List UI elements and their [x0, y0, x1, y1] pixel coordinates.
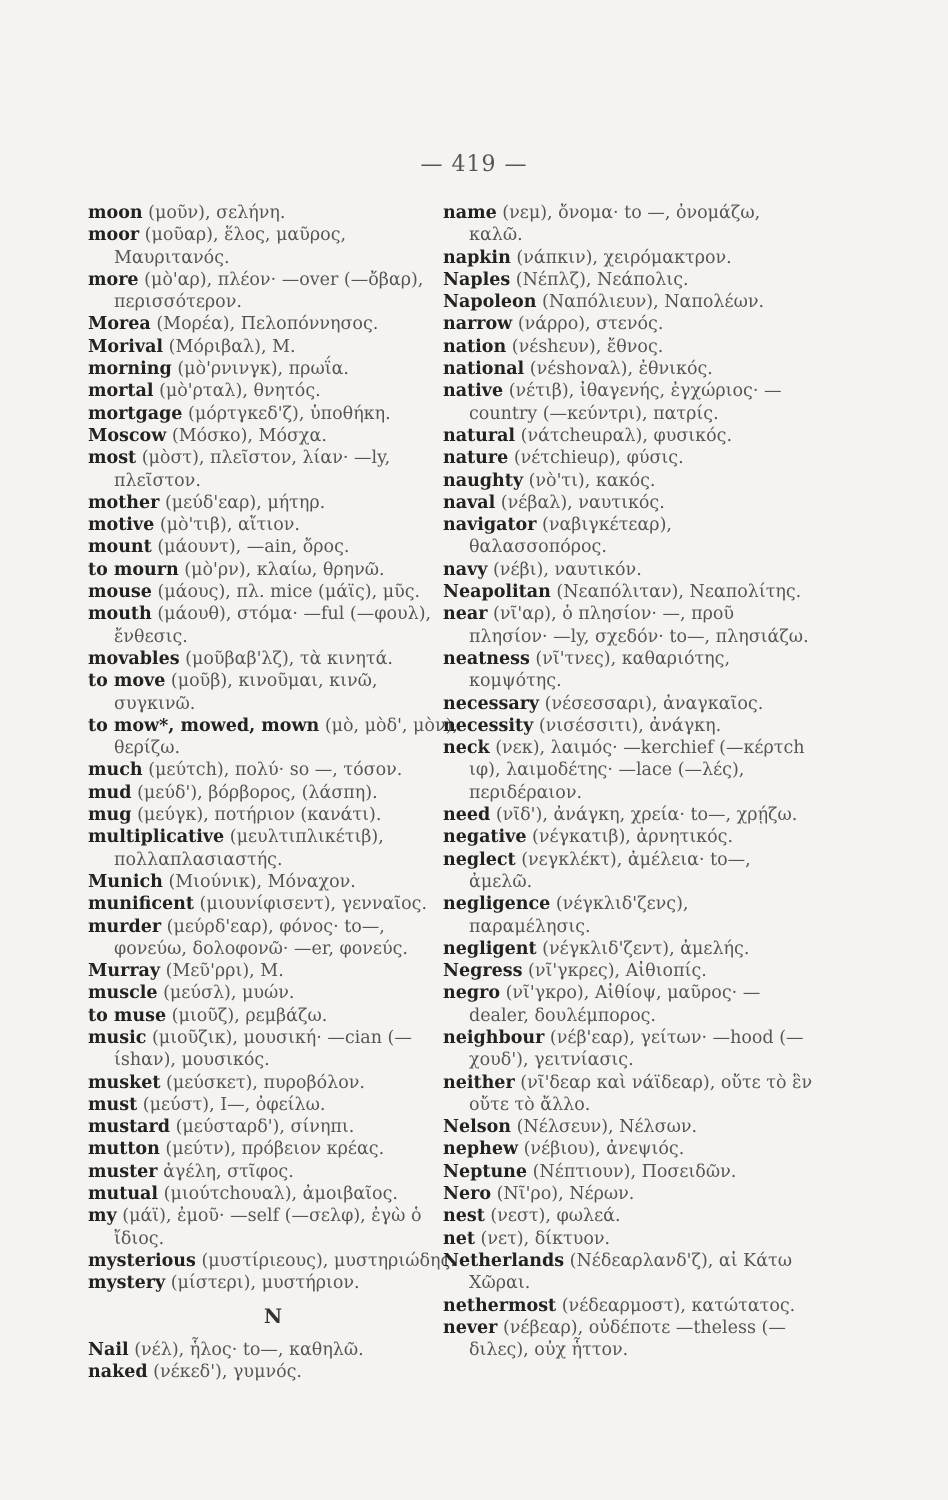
headword: mug: [88, 805, 132, 826]
definition: (νεγκλέκτ), ἀμέλεια· to—, ἀμελῶ.: [469, 849, 751, 892]
dictionary-entry: [88, 1005, 458, 1027]
headword: more: [88, 269, 139, 290]
definition: (νῖ'γκρο), Αἰθίοψ, μαῦρος· — dealer, δουλέμπορος.: [469, 983, 761, 1026]
headword: mortgage: [88, 403, 183, 424]
definition: (μεύγκ), ποτήριον (κανάτι).: [137, 805, 382, 826]
definition: (νῖ'δεαρ καὶ νάϊδεαρ), οὔτε τὸ ἓν οὔτε τὸ ἄλλο.: [469, 1072, 813, 1115]
dictionary-entry: [88, 1272, 458, 1294]
dictionary-entry: [443, 1138, 815, 1160]
definition: (Μόσκο), Μόσχα.: [171, 425, 327, 446]
headword: motive: [88, 515, 155, 536]
definition: (νεμ), ὄνομα· to —, ὀνομάζω, καλῶ.: [469, 203, 761, 246]
definition: (μιουνίφισεντ), γενναῖος.: [199, 894, 428, 915]
dictionary-entry: [88, 916, 458, 961]
definition: (μευλτιπλικέτιβ), πολλαπλασιαστής.: [114, 827, 384, 870]
dictionary-entry: [443, 470, 815, 492]
dictionary-entry: [443, 603, 815, 648]
headword: muster: [88, 1161, 158, 1182]
headword: Munich: [88, 871, 163, 892]
definition: (μεύτν), πρόβειον κρέας.: [165, 1139, 385, 1160]
dictionary-entry: [443, 269, 815, 291]
dictionary-entry: [88, 425, 458, 447]
dictionary-entry: [443, 804, 815, 826]
definition: (μιοῦζ), ρεμβάζω.: [171, 1005, 328, 1026]
headword: never: [443, 1317, 498, 1338]
headword: nation: [443, 336, 507, 357]
headword: mouth: [88, 604, 152, 625]
dictionary-entry: [443, 982, 815, 1027]
headword: navy: [443, 559, 488, 580]
definition: (νάτcheuραλ), φυσικός.: [520, 425, 733, 446]
definition: (Μιούνικ), Μόναχον.: [168, 871, 356, 892]
definition: (νῖ'τνες), καθαριότης, κομψότης.: [469, 648, 731, 692]
dictionary-entry: [88, 960, 458, 982]
definition: (μεύδ'), βόρβορος, (λάσπη).: [137, 782, 378, 803]
dictionary-entry: [443, 247, 815, 269]
definition: (νέβ'εαρ), γείτων· —hood (—χουδ'), γειτνίασις.: [469, 1027, 804, 1071]
dictionary-entry: [443, 960, 815, 982]
definition: (μιοῦζικ), μουσική· —cian (—ίshαν), μουσικός.: [114, 1027, 412, 1071]
headword: moon: [88, 203, 143, 223]
dictionary-entry: [88, 648, 458, 670]
dictionary-entry: [88, 514, 458, 536]
headword: mustard: [88, 1117, 170, 1138]
headword: necessary: [443, 693, 540, 714]
definition: (νέβι), ναυτικόν.: [492, 559, 642, 580]
headword: multiplicative: [88, 827, 225, 848]
headword: need: [443, 805, 491, 826]
dictionary-entry: [88, 1361, 458, 1383]
definition: (μοῦν), σελήνη.: [148, 203, 286, 223]
headword: movables: [88, 648, 180, 669]
dictionary-entry: [443, 1161, 815, 1183]
headword: native: [443, 381, 504, 402]
dictionary-entry: [88, 492, 458, 514]
dictionary-entry: [88, 358, 458, 380]
dictionary-entry: [88, 1138, 458, 1160]
definition: (νετ), δίκτυον.: [480, 1228, 611, 1249]
dictionary-entry: [443, 514, 815, 559]
definition: (μεύσκετ), πυροβόλον.: [166, 1072, 365, 1093]
dictionary-entry: [443, 1205, 815, 1227]
dictionary-entry: [88, 536, 458, 558]
dictionary-entry: [443, 938, 815, 960]
dictionary-entry: [88, 336, 458, 358]
definition: (μόρτγκεδ'ζ), ὑποθήκη.: [188, 403, 391, 424]
definition: (νέλ), ἧλος· to—, καθηλῶ.: [134, 1339, 364, 1360]
headword: Neapolitan: [443, 582, 551, 603]
headword: mutton: [88, 1139, 160, 1160]
headword: neighbour: [443, 1027, 545, 1048]
left-column: [88, 202, 458, 1383]
dictionary-entry: [88, 1183, 458, 1205]
definition: (νῖ'γκρες), Αἰθιοπίς.: [528, 961, 707, 982]
headword: nephew: [443, 1139, 519, 1160]
definition: (μεύρδ'εαρ), φόνος· to—, φονεύω, δολοφονῶ· —er, φονεύς.: [114, 916, 408, 959]
dictionary-entry: [443, 693, 815, 715]
dictionary-entry: [443, 1250, 815, 1295]
headword: must: [88, 1094, 138, 1115]
headword: negro: [443, 983, 500, 1004]
definition: (Ναπόλιευν), Ναπολέων.: [542, 292, 765, 313]
definition: (νέshοναλ), ἐθνικός.: [529, 359, 713, 380]
headword: naval: [443, 492, 496, 513]
dictionary-entry: [443, 715, 815, 737]
headword: muscle: [88, 983, 158, 1004]
dictionary-entry: [443, 893, 815, 938]
dictionary-entry: [443, 737, 815, 804]
section-letter: N: [263, 1303, 283, 1328]
dictionary-entry: [88, 403, 458, 425]
entry-list-right: [443, 202, 815, 1361]
definition: (νῖδ'), ἀνάγκη, χρεία· to—, χρῄζω.: [495, 805, 798, 826]
headword: necessity: [443, 715, 534, 736]
definition: (νέδεαρμοστ), κατώτατος.: [561, 1295, 796, 1316]
headword: much: [88, 760, 143, 781]
dictionary-entry: [88, 1205, 458, 1250]
definition: (Μορέα), Πελοπόννησος.: [156, 314, 379, 335]
definition: (νέβεαρ), οὐδέποτε —theless (—διλες), οὐχ ἧττον.: [469, 1317, 786, 1361]
definition: (Μεῦ'ρρι), Μ.: [165, 961, 284, 982]
headword: Morival: [88, 336, 164, 357]
definition: (μεύτch), πολύ· so —, τόσον.: [148, 760, 403, 781]
headword: near: [443, 604, 488, 625]
page-number: — 419 —: [420, 152, 528, 177]
dictionary-entry: [443, 849, 815, 894]
headword: to move: [88, 671, 166, 692]
definition: (μεύσλ), μυών.: [163, 983, 295, 1004]
headword: Nail: [88, 1339, 129, 1360]
headword: neck: [443, 738, 490, 759]
dictionary-entry: [443, 313, 815, 335]
dictionary-entry: [88, 804, 458, 826]
dictionary-entry: [443, 826, 815, 848]
definition: (Νεαπόλιταν), Νεαπολίτης.: [556, 582, 802, 603]
headword: mysterious: [88, 1250, 196, 1271]
dictionary-entry: [88, 603, 458, 648]
dictionary-entry: [88, 224, 458, 269]
entry-list-m: [88, 202, 458, 1295]
dictionary-entry: [88, 581, 458, 603]
definition: (νέτιβ), ἰθαγενής, ἐγχώριος· — country (—κεύντρι), πατρίς.: [469, 381, 782, 424]
dictionary-entry: [88, 559, 458, 581]
definition: (νέγκλιδ'ζενς), παραμέλησις.: [469, 894, 689, 937]
definition: (νέτchieuρ), φύσις.: [513, 448, 684, 469]
definition: (μυστίριεους), μυστηριώδης.: [201, 1250, 456, 1271]
dictionary-entry: [88, 1094, 458, 1116]
dictionary-entry: [443, 336, 815, 358]
headword: neglect: [443, 849, 516, 870]
dictionary-entry: [443, 1228, 815, 1250]
definition: (μὸστ), πλεῖστον, λίαν· —ly, πλεῖστον.: [114, 448, 391, 491]
definition: (μίστερι), μυστήριον.: [170, 1273, 360, 1294]
headword: musket: [88, 1072, 161, 1093]
definition: (μοῦβαβ'λζ), τὰ κινητά.: [185, 648, 393, 669]
dictionary-entry: [88, 202, 458, 224]
headword: net: [443, 1228, 475, 1249]
headword: neither: [443, 1072, 515, 1093]
dictionary-entry: [443, 1183, 815, 1205]
headword: most: [88, 448, 137, 469]
headword: Neptune: [443, 1161, 528, 1182]
definition: (μάουντ), —ain, ὄρος.: [157, 537, 350, 558]
dictionary-entry: [443, 581, 815, 603]
headword: Naples: [443, 269, 511, 290]
definition: ἀγέλη, στῖφος.: [163, 1161, 294, 1182]
headword: nature: [443, 448, 509, 469]
definition: (νέγκατιβ), ἀρνητικός.: [532, 827, 734, 848]
dictionary-entry: [88, 1116, 458, 1138]
headword: narrow: [443, 314, 513, 335]
definition: (νέshευν), ἔθνος.: [511, 336, 664, 357]
dictionary-entry: [443, 425, 815, 447]
dictionary-entry: [88, 1027, 458, 1072]
headword: mouse: [88, 582, 152, 603]
definition: (Νέδεαρλανδ'ζ), αἱ Κάτω Χῶραι.: [469, 1250, 793, 1294]
definition: (μὸ'ρταλ), θνητός.: [159, 381, 321, 402]
definition: (νέγκλιδ'ζεντ), ἀμελής.: [542, 938, 750, 959]
definition: (νισέσσιτι), ἀνάγκη.: [538, 715, 722, 736]
headword: natural: [443, 425, 516, 446]
headword: name: [443, 203, 497, 223]
headword: napkin: [443, 247, 511, 268]
dictionary-entry: [443, 1072, 815, 1117]
headword: Napoleon: [443, 292, 537, 313]
definition: (μάϊ), ἐμοῦ· —self (—σελφ), ἐγὼ ὁ ἴδιος.: [114, 1206, 422, 1249]
headword: mutual: [88, 1184, 159, 1205]
headword: national: [443, 359, 525, 380]
definition: (μεύδ'εαρ), μήτηρ.: [164, 492, 326, 513]
definition: (Νέπτιουν), Ποσειδῶν.: [532, 1161, 737, 1182]
dictionary-entry: [88, 759, 458, 781]
definition: (μὸ'αρ), πλέον· —over (—ὄβαρ), περισσότερον.: [114, 269, 424, 313]
headword: nethermost: [443, 1295, 557, 1316]
dictionary-entry: [443, 1027, 815, 1072]
dictionary-entry: [443, 380, 815, 425]
dictionary-entry: [88, 1161, 458, 1183]
definition: (μὸ'τιβ), αἴτιον.: [159, 515, 300, 536]
headword: Nero: [443, 1184, 492, 1205]
headword: mortal: [88, 381, 154, 402]
definition: (Νέλσευν), Νέλσων.: [516, 1117, 698, 1138]
dictionary-entry: [443, 559, 815, 581]
dictionary-entry: [443, 1317, 815, 1362]
dictionary-entry: [88, 715, 458, 760]
definition: (μοῦβ), κινοῦμαι, κινῶ, συγκινῶ.: [114, 671, 378, 714]
headword: mud: [88, 782, 132, 803]
dictionary-entry: [88, 893, 458, 915]
dictionary-entry: [443, 447, 815, 469]
definition: (νῖ'αρ), ὁ πλησίον· —, πρoῦ πλησίον· —ly, σχεδόν· to—, πλησιάζω.: [469, 604, 809, 647]
headword: Murray: [88, 961, 161, 982]
definition: (μοῦαρ), ἕλος, μαῦρος, Μαυριτανός.: [114, 225, 347, 268]
definition: (μεύστ), I—, ὀφείλω.: [142, 1094, 326, 1115]
definition: (νέσεσσαρι), ἀναγκαῖος.: [544, 693, 764, 714]
definition: (νέβιου), ἀνεψιός.: [523, 1139, 685, 1160]
headword: to mourn: [88, 559, 179, 580]
headword: music: [88, 1027, 147, 1048]
definition: (νεκ), λαιμός· —kerchief (—κέρτch ιφ), λαιμοδέτης· —lace (—λές), περιδέραιον.: [469, 738, 805, 803]
headword: Morea: [88, 314, 151, 335]
dictionary-entry: [88, 313, 458, 335]
dictionary-entry: [443, 202, 815, 247]
dictionary-entry: [88, 982, 458, 1004]
definition: (Νῖ'ρο), Νέρων.: [496, 1184, 635, 1205]
headword: my: [88, 1206, 117, 1227]
headword: moor: [88, 225, 140, 246]
definition: (νέκεδ'), γυμνός.: [153, 1362, 302, 1383]
dictionary-entry: [88, 447, 458, 492]
dictionary-entry: [88, 1250, 458, 1272]
dictionary-entry: [443, 1116, 815, 1138]
dictionary-entry: [88, 826, 458, 871]
definition: (μιούτchουαλ), ἀμοιβαῖος.: [163, 1184, 398, 1205]
definition: (νὸ'τι), κακός.: [528, 470, 656, 491]
dictionary-entry: [443, 291, 815, 313]
definition: (νέβαλ), ναυτικός.: [500, 492, 665, 513]
definition: (Μόριβαλ), Μ.: [168, 336, 296, 357]
dictionary-entry: [443, 358, 815, 380]
definition: (νάρρο), στενός.: [517, 314, 664, 335]
definition: (ναβιγκέτεαρ), θαλασσοπόρος.: [469, 515, 672, 558]
dictionary-entry: [443, 648, 815, 693]
definition: (μάους), πλ. mice (μάϊς), μῦς.: [157, 582, 421, 603]
headword: negligent: [443, 938, 537, 959]
headword: negligence: [443, 894, 551, 915]
dictionary-entry: [88, 1339, 458, 1361]
dictionary-entry: [443, 492, 815, 514]
headword: to mow*, mowed, mown: [88, 715, 320, 736]
definition: (μεύσταρδ'), σίνηπι.: [175, 1117, 355, 1138]
right-column: [443, 202, 815, 1361]
dictionary-entry: [443, 1295, 815, 1317]
headword: mount: [88, 537, 152, 558]
headword: to muse: [88, 1005, 167, 1026]
definition: (μάουθ), στόμα· —ful (—φουλ), ἔνθεσις.: [114, 604, 432, 647]
headword: Netherlands: [443, 1250, 565, 1271]
entry-list-n: [88, 1339, 458, 1384]
headword: negative: [443, 827, 527, 848]
headword: neatness: [443, 648, 530, 669]
dictionary-entry: [88, 670, 458, 715]
headword: naked: [88, 1362, 148, 1383]
headword: mystery: [88, 1273, 166, 1294]
dictionary-entry: [88, 269, 458, 314]
dictionary-entry: [88, 871, 458, 893]
definition: (μὸ, μὸδ', μὸν), θερίζω.: [114, 715, 458, 759]
dictionary-entry: [88, 380, 458, 402]
headword: Moscow: [88, 425, 167, 446]
headword: Negress: [443, 961, 523, 982]
definition: (Νέπλζ), Νεάπολις.: [515, 269, 689, 290]
headword: Nelson: [443, 1117, 512, 1138]
headword: murder: [88, 916, 162, 937]
definition: (μὸ'ρν), κλαίω, θρηνῶ.: [184, 559, 385, 580]
headword: munificent: [88, 894, 194, 915]
headword: nest: [443, 1206, 485, 1227]
definition: (μὸ'ρνινγκ), πρωΐα.: [177, 359, 349, 380]
definition: (νάπκιν), χειρόμακτρον.: [516, 247, 732, 268]
dictionary-entry: [88, 1072, 458, 1094]
headword: naughty: [443, 470, 523, 491]
headword: morning: [88, 359, 172, 380]
definition: (νεστ), φωλεά.: [490, 1206, 621, 1227]
headword: navigator: [443, 515, 537, 536]
headword: mother: [88, 492, 160, 513]
dictionary-entry: [88, 782, 458, 804]
